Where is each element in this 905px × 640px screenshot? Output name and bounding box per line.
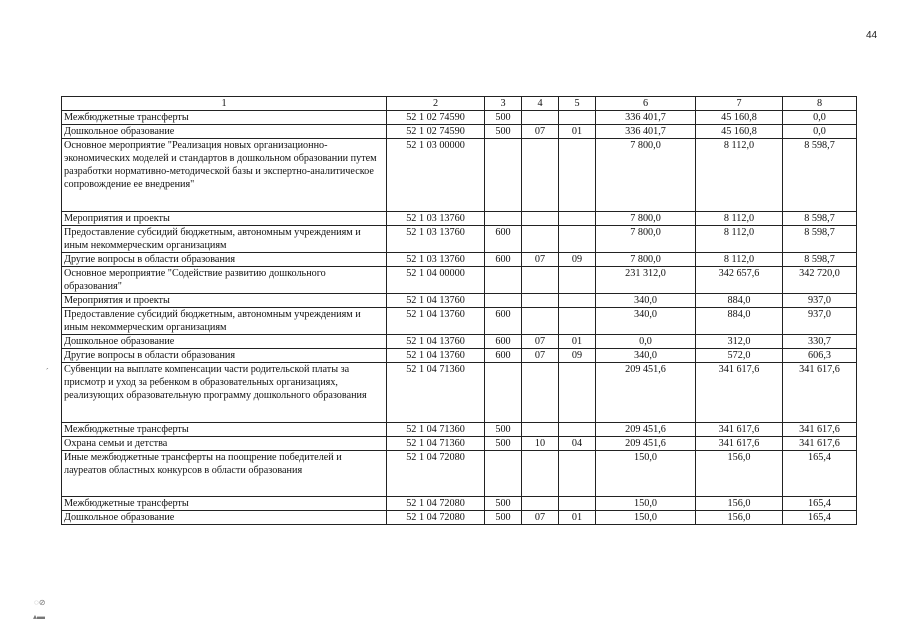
target-article-cell: 52 1 03 13760 <box>387 226 485 253</box>
table-row <box>62 423 857 437</box>
amount-year1-cell: 340,0 <box>596 308 696 335</box>
row-name-cell: Другие вопросы в области образования <box>62 349 387 363</box>
expense-type-cell <box>485 212 522 226</box>
amount-year1-cell: 150,0 <box>596 511 696 525</box>
amount-year2-cell: 341 617,6 <box>696 423 783 437</box>
expense-type-cell: 600 <box>485 253 522 267</box>
column-header: 3 <box>485 97 522 111</box>
amount-year3-cell: 165,4 <box>783 511 857 525</box>
row-name-cell: Межбюджетные трансферты <box>62 111 387 125</box>
amount-year1-cell: 231 312,0 <box>596 267 696 294</box>
section-cell <box>522 363 559 423</box>
expense-type-cell: 600 <box>485 349 522 363</box>
amount-year3-cell: 8 598,7 <box>783 212 857 226</box>
target-article-cell: 52 1 04 13760 <box>387 335 485 349</box>
amount-year3-cell: 8 598,7 <box>783 253 857 267</box>
subsection-cell <box>559 497 596 511</box>
target-article-cell: 52 1 03 13760 <box>387 212 485 226</box>
row-name-cell: Межбюджетные трансферты <box>62 423 387 437</box>
subsection-cell: 01 <box>559 125 596 139</box>
amount-year2-cell: 312,0 <box>696 335 783 349</box>
amount-year2-cell: 8 112,0 <box>696 253 783 267</box>
row-name-cell: Основное мероприятие "Реализация новых организационно-экономических моделей и стандартов в дошкольном образовании путем разработки нормативно-методической базы и экспертно-аналитическое сопровождение ее внедрения" <box>62 139 387 212</box>
column-header: 5 <box>559 97 596 111</box>
amount-year1-cell: 150,0 <box>596 451 696 497</box>
subsection-cell: 09 <box>559 253 596 267</box>
subsection-cell <box>559 139 596 212</box>
section-cell <box>522 451 559 497</box>
scan-mark: ◌⊘ <box>34 598 46 607</box>
amount-year1-cell: 150,0 <box>596 497 696 511</box>
amount-year1-cell: 209 451,6 <box>596 423 696 437</box>
row-name-cell: Предоставление субсидий бюджетным, автономным учреждениям и иным некоммерческим организациям <box>62 308 387 335</box>
column-header: 2 <box>387 97 485 111</box>
amount-year1-cell: 209 451,6 <box>596 437 696 451</box>
amount-year1-cell: 7 800,0 <box>596 139 696 212</box>
column-header: 8 <box>783 97 857 111</box>
target-article-cell: 52 1 04 71360 <box>387 363 485 423</box>
amount-year2-cell: 45 160,8 <box>696 125 783 139</box>
subsection-cell <box>559 423 596 437</box>
row-name-cell: Основное мероприятие "Содействие развитию дошкольного образования" <box>62 267 387 294</box>
amount-year3-cell: 0,0 <box>783 125 857 139</box>
row-name-cell: Дошкольное образование <box>62 511 387 525</box>
subsection-cell <box>559 308 596 335</box>
target-article-cell: 52 1 04 13760 <box>387 308 485 335</box>
amount-year2-cell: 8 112,0 <box>696 139 783 212</box>
target-article-cell: 52 1 04 72080 <box>387 451 485 497</box>
target-article-cell: 52 1 04 00000 <box>387 267 485 294</box>
amount-year2-cell: 572,0 <box>696 349 783 363</box>
section-cell <box>522 226 559 253</box>
subsection-cell <box>559 212 596 226</box>
row-name-cell: Дошкольное образование <box>62 125 387 139</box>
amount-year1-cell: 0,0 <box>596 335 696 349</box>
amount-year2-cell: 341 617,6 <box>696 437 783 451</box>
section-cell: 07 <box>522 125 559 139</box>
scan-mark: ▴▬ <box>33 612 46 621</box>
expense-type-cell: 600 <box>485 308 522 335</box>
amount-year3-cell: 0,0 <box>783 111 857 125</box>
subsection-cell <box>559 363 596 423</box>
budget-table <box>61 96 857 525</box>
amount-year3-cell: 165,4 <box>783 451 857 497</box>
amount-year2-cell: 8 112,0 <box>696 226 783 253</box>
amount-year3-cell: 937,0 <box>783 294 857 308</box>
amount-year3-cell: 341 617,6 <box>783 363 857 423</box>
section-cell: 07 <box>522 253 559 267</box>
target-article-cell: 52 1 03 00000 <box>387 139 485 212</box>
row-name-cell: Субвенции на выплате компенсации части родительской платы за присмотр и уход за ребенком в образовательных организациях, реализующих образовательную программу дошкольного образования <box>62 363 387 423</box>
row-name-cell: Межбюджетные трансферты <box>62 497 387 511</box>
amount-year3-cell: 341 617,6 <box>783 423 857 437</box>
table-row <box>62 226 857 253</box>
amount-year1-cell: 7 800,0 <box>596 226 696 253</box>
expense-type-cell <box>485 267 522 294</box>
target-article-cell: 52 1 04 71360 <box>387 437 485 451</box>
table-row <box>62 294 857 308</box>
expense-type-cell <box>485 294 522 308</box>
column-header: 1 <box>62 97 387 111</box>
table-body <box>62 111 857 525</box>
subsection-cell <box>559 226 596 253</box>
target-article-cell: 52 1 02 74590 <box>387 111 485 125</box>
section-cell <box>522 497 559 511</box>
table-header-row <box>62 97 857 111</box>
section-cell <box>522 212 559 226</box>
table-row <box>62 267 857 294</box>
subsection-cell: 09 <box>559 349 596 363</box>
section-cell <box>522 308 559 335</box>
target-article-cell: 52 1 04 13760 <box>387 294 485 308</box>
amount-year1-cell: 209 451,6 <box>596 363 696 423</box>
table-row <box>62 363 857 423</box>
expense-type-cell: 600 <box>485 335 522 349</box>
amount-year2-cell: 341 617,6 <box>696 363 783 423</box>
target-article-cell: 52 1 04 72080 <box>387 511 485 525</box>
table-row <box>62 437 857 451</box>
page-number: 44 <box>866 30 878 41</box>
target-article-cell: 52 1 03 13760 <box>387 253 485 267</box>
amount-year2-cell: 884,0 <box>696 294 783 308</box>
subsection-cell: 04 <box>559 437 596 451</box>
amount-year3-cell: 606,3 <box>783 349 857 363</box>
amount-year3-cell: 330,7 <box>783 335 857 349</box>
table-row <box>62 212 857 226</box>
row-name-cell: Предоставление субсидий бюджетным, автономным учреждениям и иным некоммерческим организациям <box>62 226 387 253</box>
table-row <box>62 125 857 139</box>
section-cell <box>522 423 559 437</box>
amount-year2-cell: 884,0 <box>696 308 783 335</box>
amount-year2-cell: 45 160,8 <box>696 111 783 125</box>
column-header: 6 <box>596 97 696 111</box>
amount-year3-cell: 937,0 <box>783 308 857 335</box>
amount-year2-cell: 156,0 <box>696 451 783 497</box>
section-cell: 07 <box>522 511 559 525</box>
section-cell <box>522 139 559 212</box>
scan-mark: ´ <box>46 367 49 377</box>
row-name-cell: Другие вопросы в области образования <box>62 253 387 267</box>
row-name-cell: Иные межбюджетные трансферты на поощрение победителей и лауреатов областных конкурсов в области образования <box>62 451 387 497</box>
subsection-cell <box>559 451 596 497</box>
expense-type-cell: 600 <box>485 226 522 253</box>
amount-year2-cell: 156,0 <box>696 497 783 511</box>
subsection-cell: 01 <box>559 511 596 525</box>
expense-type-cell <box>485 363 522 423</box>
expense-type-cell <box>485 451 522 497</box>
row-name-cell: Охрана семьи и детства <box>62 437 387 451</box>
target-article-cell: 52 1 04 72080 <box>387 497 485 511</box>
amount-year2-cell: 342 657,6 <box>696 267 783 294</box>
table-row <box>62 111 857 125</box>
amount-year1-cell: 7 800,0 <box>596 253 696 267</box>
target-article-cell: 52 1 04 71360 <box>387 423 485 437</box>
amount-year1-cell: 336 401,7 <box>596 125 696 139</box>
table-row <box>62 511 857 525</box>
table-row <box>62 335 857 349</box>
section-cell <box>522 294 559 308</box>
expense-type-cell: 500 <box>485 437 522 451</box>
column-header: 4 <box>522 97 559 111</box>
row-name-cell: Мероприятия и проекты <box>62 212 387 226</box>
section-cell: 10 <box>522 437 559 451</box>
subsection-cell <box>559 294 596 308</box>
amount-year3-cell: 8 598,7 <box>783 139 857 212</box>
table-row <box>62 497 857 511</box>
amount-year1-cell: 336 401,7 <box>596 111 696 125</box>
subsection-cell <box>559 267 596 294</box>
target-article-cell: 52 1 02 74590 <box>387 125 485 139</box>
target-article-cell: 52 1 04 13760 <box>387 349 485 363</box>
table-row <box>62 349 857 363</box>
subsection-cell <box>559 111 596 125</box>
expense-type-cell: 500 <box>485 111 522 125</box>
table-row <box>62 308 857 335</box>
amount-year1-cell: 340,0 <box>596 294 696 308</box>
section-cell: 07 <box>522 349 559 363</box>
amount-year1-cell: 7 800,0 <box>596 212 696 226</box>
amount-year3-cell: 165,4 <box>783 497 857 511</box>
section-cell: 07 <box>522 335 559 349</box>
amount-year3-cell: 341 617,6 <box>783 437 857 451</box>
section-cell <box>522 111 559 125</box>
expense-type-cell: 500 <box>485 511 522 525</box>
expense-type-cell: 500 <box>485 423 522 437</box>
expense-type-cell: 500 <box>485 497 522 511</box>
section-cell <box>522 267 559 294</box>
amount-year2-cell: 156,0 <box>696 511 783 525</box>
amount-year3-cell: 342 720,0 <box>783 267 857 294</box>
row-name-cell: Мероприятия и проекты <box>62 294 387 308</box>
amount-year3-cell: 8 598,7 <box>783 226 857 253</box>
row-name-cell: Дошкольное образование <box>62 335 387 349</box>
expense-type-cell: 500 <box>485 125 522 139</box>
table-row <box>62 451 857 497</box>
expense-type-cell <box>485 139 522 212</box>
column-header: 7 <box>696 97 783 111</box>
table-row <box>62 139 857 212</box>
table-row <box>62 253 857 267</box>
amount-year1-cell: 340,0 <box>596 349 696 363</box>
subsection-cell: 01 <box>559 335 596 349</box>
amount-year2-cell: 8 112,0 <box>696 212 783 226</box>
